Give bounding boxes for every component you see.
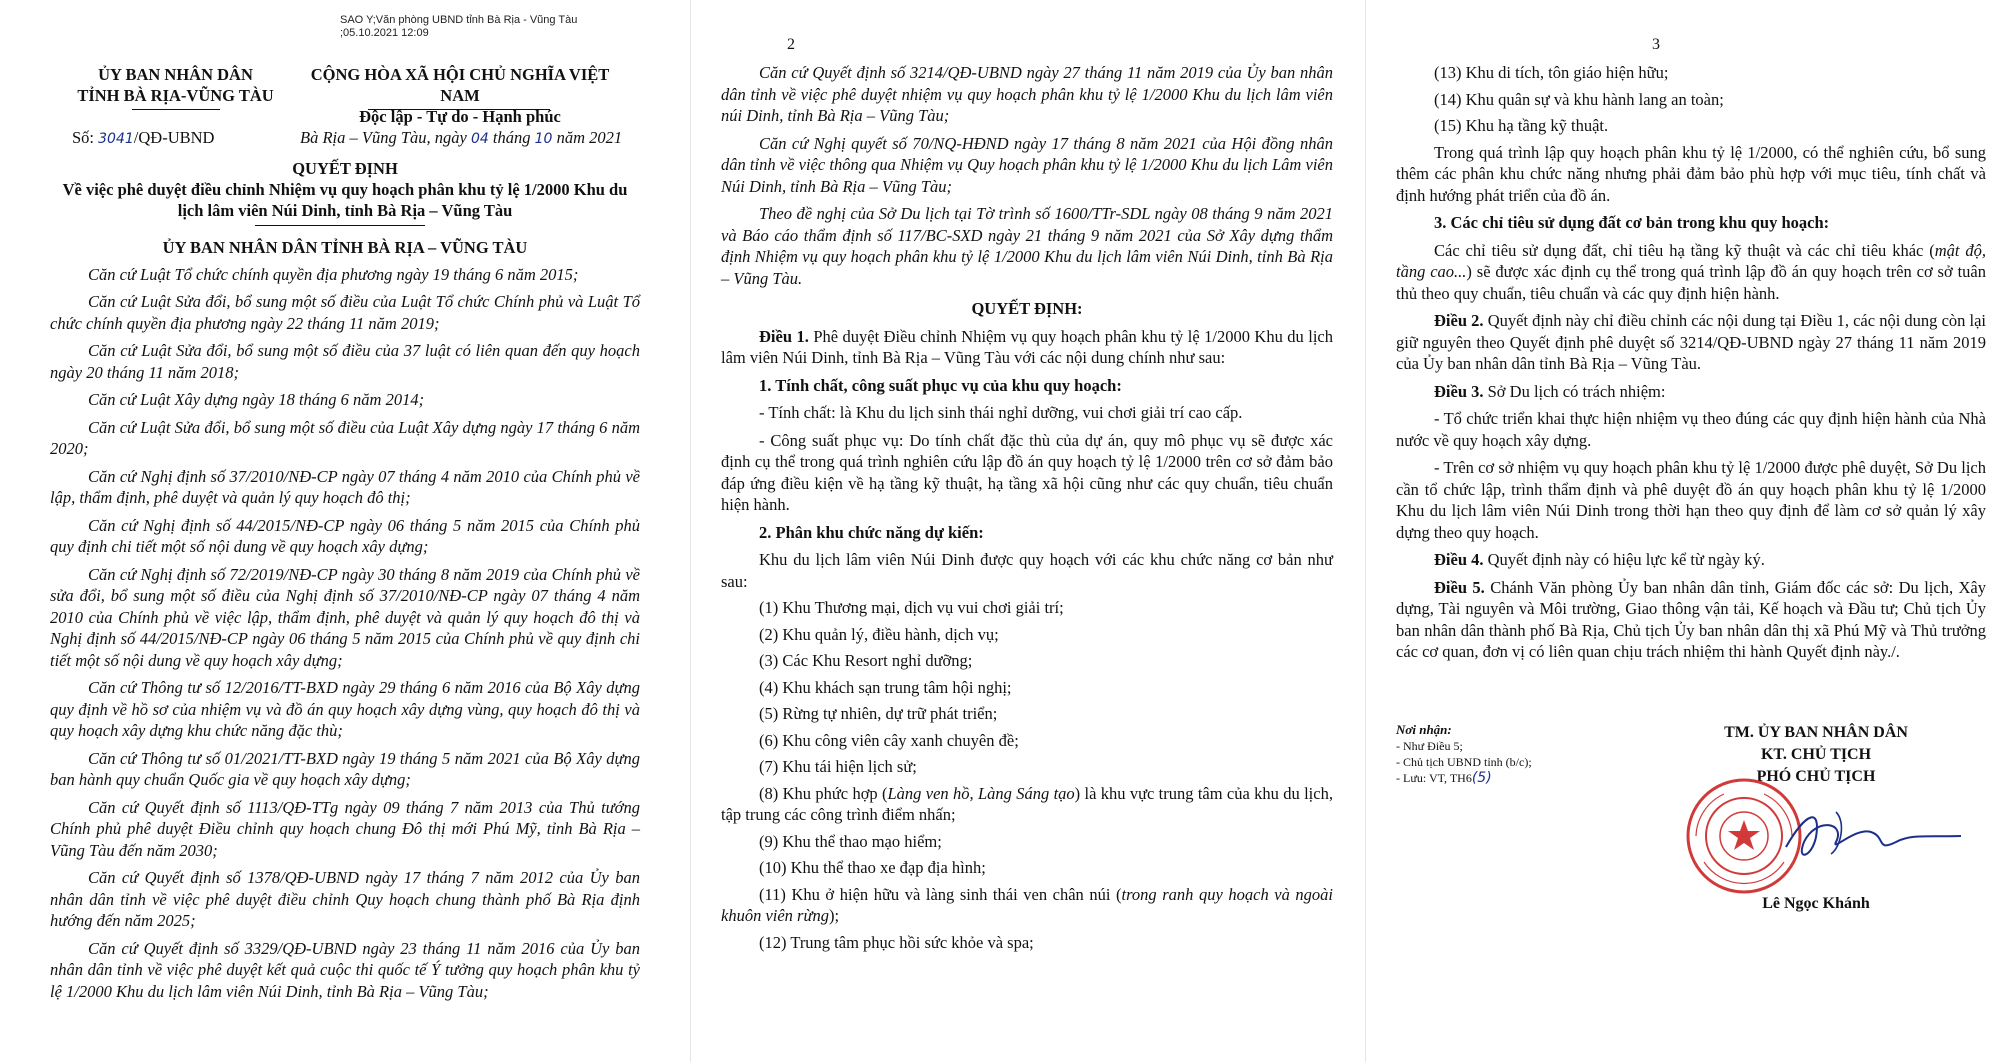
planning-note: Trong quá trình lập quy hoạch phân khu tỷ lệ 1/2000, có thể nghiên cứu, bổ sung thêm các phân khu chức năng nhưng phải đảm bảo phù hợp với mục tiêu, tính chất và định hướng phát triển của đồ án. [1396,142,1986,205]
article-2-text: Quyết định này chỉ điều chỉnh các nội dung tại Điều 1, các nội dung còn lại giữ nguyên theo Quyết định phê duyệt số 3214/QĐ-UBND ngày 27 tháng 11 năm 2019 của Ủy ban nhân dân tỉnh Bà Rịa – Vũng Tàu. [1396,311,1987,373]
legal-basis: Căn cứ Thông tư số 01/2021/TT-BXD ngày 19 tháng 5 năm 2021 của Bộ Xây dựng ban hành quy chuẩn Quốc gia về quy hoạch xây dựng; [50,748,640,789]
legal-basis: Căn cứ Quyết định số 1113/QĐ-TTg ngày 09 tháng 7 năm 2013 của Thủ tướng Chính phủ phê duyệt Điều chỉnh quy hoạch chung Đô thị mới Phú Mỹ, tỉnh Bà Rịa – Vũng Tàu đến năm 2030; [50,797,640,860]
section-3-title: 3. Các chỉ tiêu sử dụng đất cơ bản trong khu quy hoạch: [1434,213,1830,232]
item11-a: (11) Khu ở hiện hữu và làng sinh thái ven chân núi ( [759,884,1122,904]
page-1 [0,0,690,1062]
zone-item: (6) Khu công viên cây xanh chuyên đề; [759,730,1019,750]
legal-basis: Căn cứ Luật Xây dựng ngày 18 tháng 6 năm 2014; [88,390,425,409]
motto: Độc lập - Tự do - Hạnh phúc [359,107,561,126]
item8-italic: Làng ven hồ, Làng Sáng tạo [887,783,1075,803]
page3-body [1396,62,1986,663]
header-rule-left [132,109,220,110]
zone-item: (13) Khu di tích, tôn giáo hiện hữu; [1434,63,1669,82]
page-number: 2 [787,36,795,53]
sec3-a: Các chỉ tiêu sử dụng đất, chỉ tiêu hạ tầng kỹ thuật và các chỉ tiêu khác ( [1434,240,1935,260]
sign-line2: KT. CHỦ TỊCH [1760,746,1872,763]
legal-basis: Theo đề nghị của Sở Du lịch tại Tờ trình số 1600/TTr-SDL ngày 08 tháng 9 năm 2021 và Báo cáo thẩm định số 117/BC-SXD ngày 21 tháng 9 năm 2021 của Sở Xây dựng thẩm định Nhiệm vụ quy hoạch phân khu tỷ lệ 1/2000 Khu du lịch lâm viên Núi Dinh, tỉnh Bà Rịa – Vũng Tàu. [721,204,1333,288]
article-3-text: Sở Du lịch có trách nhiệm: [1487,381,1666,401]
decides-heading: QUYẾT ĐỊNH: [971,299,1083,318]
legal-basis: Căn cứ Quyết định số 3214/QĐ-UBND ngày 27 tháng 11 năm 2019 của Ủy ban nhân dân tỉnh về việc phê duyệt nhiệm vụ quy hoạch phân khu tỷ lệ 1/2000 Khu du lịch lâm viên núi Dinh, tỉnh Bà Rịa – Vũng Tàu; [721,63,1333,125]
article-3-point-2: - Trên cơ sở nhiệm vụ quy hoạch phân khu tỷ lệ 1/2000 được phê duyệt, Sở Du lịch cần tổ chức lập, trình thẩm định và phê duyệt đồ án quy hoạch phân khu tỷ lệ 1/2000 Khu du lịch lâm viên Núi Dinh trong thời hạn theo quy định để làm cơ sở quản lý xây dựng theo quy hoạch. [1396,458,1986,542]
article-1-label: Điều 1. [759,326,809,346]
number-suffix: /QĐ-UBND [133,128,215,147]
article-1-text: Phê duyệt Điều chỉnh Nhiệm vụ quy hoạch phân khu tỷ lệ 1/2000 Khu du lịch lâm viên Núi Dinh, tỉnh Bà Rịa – Vũng Tàu với các nội dung chính như sau: [721,326,1333,367]
number-handwritten: 3041 [98,131,134,147]
recipients-block [1396,722,1676,786]
page-number: 3 [1652,36,1660,53]
legal-basis: Căn cứ Luật Sửa đổi, bổ sung một số điều của Luật Tổ chức Chính phủ và Luật Tổ chức chính quyền địa phương ngày 22 tháng 11 năm 2019; [50,292,640,333]
item8-b: ) là khu vực trung tâm của khu du lịch, tập trung các công trình điểm nhấn; [721,783,1333,824]
zone-item: (12) Trung tâm phục hồi sức khỏe và spa; [759,932,1034,952]
recipient-item: - Chủ tịch UBND tỉnh (b/c); [1396,755,1532,769]
article-4 [1396,549,1986,571]
authority-heading: ỦY BAN NHÂN DÂN TỈNH BÀ RỊA – VŨNG TÀU [162,238,528,257]
legal-basis: Căn cứ Luật Tổ chức chính quyền địa phương ngày 19 tháng 6 năm 2015; [88,264,579,284]
zone-item: (15) Khu hạ tầng kỹ thuật. [1434,116,1609,135]
place-a: Bà Rịa – Vũng Tàu, ngày [300,128,467,147]
zone-item: (3) Các Khu Resort nghỉ dưỡng; [759,651,973,670]
article-2-label: Điều 2. [1434,311,1484,330]
legal-basis: Căn cứ Nghị quyết số 70/NQ-HĐND ngày 17 tháng 8 năm 2021 của Hội đồng nhân dân tỉnh về việc thông qua Nhiệm vụ Quy hoạch phân khu tỷ lệ 1/2000 Khu du lịch Lâm viên Núi Dinh, tỉnh Bà Rịa – Vũng Tàu; [721,133,1333,196]
legal-basis: Căn cứ Thông tư số 12/2016/TT-BXD ngày 29 tháng 6 năm 2016 của Bộ Xây dựng quy định về hồ sơ của nhiệm vụ và đồ án quy hoạch xây dựng vùng, quy hoạch đô thị và quy hoạch xây dựng khu chức năng đặc thù; [50,678,640,740]
article-3-label: Điều 3. [1434,381,1484,401]
document-number [72,128,214,148]
title-rule [255,225,425,226]
section-1-nature: - Tính chất: là Khu du lịch sinh thái nghỉ dưỡng, vui chơi giải trí cao cấp. [759,403,1243,422]
sign-line3: PHÓ CHỦ TỊCH [1756,768,1876,785]
org-line1: ỦY BAN NHÂN DÂN [98,65,253,84]
recipient-item-storage: - Lưu: VT, TH6(5) [1396,770,1492,786]
legal-basis: Căn cứ Quyết định số 3329/QĐ-UBND ngày 23 tháng 11 năm 2016 của Ủy ban nhân dân tỉnh về việc phê duyệt kết quả cuộc thi quốc tế Ý tưởng quy hoạch phân khu tỷ lệ 1/2000 Khu du lịch lâm viên Núi Dinh, tỉnh Bà Rịa – Vũng Tàu; [50,938,640,1001]
place-date [300,128,622,148]
recipient-count-handwritten: (5) [1471,770,1492,786]
page-3 [1365,0,2000,1062]
zone-item: (9) Khu thể thao mạo hiểm; [759,831,942,851]
page1-body [50,237,640,1002]
copy-stamp-line1: SAO Y;Văn phòng UBND tỉnh Bà Rịa - Vũng Tàu [340,14,578,26]
section-3-text [1396,240,1986,305]
decision-title [50,158,640,221]
article-1 [721,326,1333,369]
national-header [290,64,630,127]
country-name: CỘNG HÒA XÃ HỘI CHỦ NGHĨA VIỆT NAM [310,65,610,105]
month-handwritten: 10 [534,131,553,147]
section-1-title: 1. Tính chất, công suất phục vụ của khu quy hoạch: [759,375,1122,395]
zone-item: (14) Khu quân sự và khu hành lang an toàn; [1434,89,1724,109]
item11-italic: trong ranh quy hoạch và ngoài khuôn viên rừng [721,884,1333,925]
handwritten-signature-image [1776,792,1966,872]
page-2 [690,0,1366,1062]
zone-item: (1) Khu Thương mại, dịch vụ vui chơi giải trí; [759,598,1064,617]
legal-basis: Căn cứ Nghị định số 72/2019/NĐ-CP ngày 30 tháng 8 năm 2019 của Chính phủ về sửa đổi, bổ sung một số điều của Nghị định số 37/2010/NĐ-CP ngày 07 tháng 4 năm 2010 của Chính phủ về việc lập, thẩm định, phê duyệt và quản lý quy hoạch đô thị và Nghị định số 44/2015/NĐ-CP ngày 06 tháng 5 năm 2015 của Chính phủ về quy định chi tiết một số nội dung về quy hoạch xây dựng; [50,564,640,670]
number-prefix: Số: [72,128,95,147]
item8-a: (8) Khu phức hợp ( [759,783,888,803]
title-subject: Về việc phê duyệt điều chỉnh Nhiệm vụ quy hoạch phân khu tỷ lệ 1/2000 Khu du lịch lâm viên Núi Dinh, tỉnh Bà Rịa – Vũng Tàu [62,180,628,220]
place-b: tháng [492,128,531,147]
legal-basis: Căn cứ Luật Sửa đổi, bổ sung một số điều của 37 luật có liên quan đến quy hoạch ngày 20 tháng 11 năm 2018; [50,341,640,382]
legal-basis: Căn cứ Quyết định số 1378/QĐ-UBND ngày 17 tháng 7 năm 2012 của Ủy ban nhân dân tỉnh về việc phê duyệt điều chỉnh Quy hoạch chung thành phố Bà Rịa định hướng đến năm 2025; [50,868,640,930]
zone-item: (10) Khu thể thao xe đạp địa hình; [759,858,986,877]
article-5 [1396,577,1986,663]
section-2-title: 2. Phân khu chức năng dự kiến: [759,522,984,542]
issuing-authority [48,64,303,106]
place-c: năm 2021 [556,128,623,147]
zone-item: (5) Rừng tự nhiên, dự trữ phát triển; [759,704,998,723]
article-5-text: Chánh Văn phòng Ủy ban nhân dân tỉnh, Giám đốc các sở: Du lịch, Xây dựng, Tài nguyên và Môi trường, Giao thông vận tải, Kế hoạch và Đầu tư; Chủ tịch Ủy ban nhân dân thành phố Bà Rịa, Chủ tịch Ủy ban nhân dân thị xã Phú Mỹ và Thủ trưởng các cơ quan, đơn vị có liên quan chịu trách nhiệm thi hành Quyết định này./. [1396,577,1987,661]
sec3-italic: mật độ, tầng cao... [1396,240,1986,281]
zone-item-8 [721,783,1333,826]
legal-basis: Căn cứ Nghị định số 37/2010/NĐ-CP ngày 07 tháng 4 năm 2010 của Chính phủ về lập, thẩm định, phê duyệt và quản lý quy hoạch đô thị; [50,466,640,507]
legal-basis: Căn cứ Luật Sửa đổi, bổ sung một số điều của Luật Xây dựng ngày 17 tháng 6 năm 2020; [50,417,640,458]
section-1-capacity: - Công suất phục vụ: Do tính chất đặc thù của dự án, quy mô phục vụ sẽ được xác định cụ thể trong quá trình nghiên cứu lập đồ án quy hoạch tỷ lệ 1/2000 trên cơ sở đảm bảo đáp ứng điều kiện về hạ tầng kỹ thuật, hạ tầng xã hội cũng như các quy chuẩn, tiêu chuẩn hiện hành. [721,430,1333,514]
article-2 [1396,310,1986,375]
recipients-title: Nơi nhận: [1396,722,1452,737]
sec3-b: ) sẽ được xác định cụ thể trong quá trình lập đồ án quy hoạch trên cơ sở tuân thủ theo quy chuẩn, tiêu chuẩn và các quy định hiện hành. [1396,262,1986,303]
org-line2: TỈNH BÀ RỊA-VŨNG TÀU [77,86,274,105]
copy-stamp-line2: ;05.10.2021 12:09 [340,27,429,39]
day-handwritten: 04 [470,131,489,147]
zone-item: (2) Khu quản lý, điều hành, dịch vụ; [759,624,999,644]
article-4-label: Điều 4. [1434,550,1484,569]
header-rule-right [368,109,550,110]
legal-basis: Căn cứ Nghị định số 44/2015/NĐ-CP ngày 06 tháng 5 năm 2015 của Chính phủ quy định chi tiết một số nội dung về quy hoạch xây dựng; [50,515,640,556]
page2-body [721,62,1333,953]
title-heading: QUYẾT ĐỊNH [292,159,398,178]
article-3-point-1: - Tổ chức triển khai thực hiện nhiệm vụ theo đúng các quy định hiện hành của Nhà nước về quy hoạch xây dựng. [1396,409,1986,450]
article-4-text: Quyết định này có hiệu lực kể từ ngày ký. [1487,550,1765,569]
signer-name: Lê Ngọc Khánh [1762,895,1870,912]
article-5-label: Điều 5. [1434,577,1485,597]
section-2-intro: Khu du lịch lâm viên Núi Dinh được quy hoạch với các khu chức năng cơ bản như sau: [721,550,1333,591]
article-3 [1396,381,1986,403]
zone-item-11 [721,884,1333,927]
zone-item: (7) Khu tái hiện lịch sử; [759,757,917,776]
recipient-item: - Như Điều 5; [1396,739,1463,753]
sign-line1: TM. ỦY BAN NHÂN DÂN [1724,724,1908,741]
zone-item: (4) Khu khách sạn trung tâm hội nghị; [759,677,1012,697]
copy-stamp [340,14,577,40]
item11-b: ); [828,906,840,925]
